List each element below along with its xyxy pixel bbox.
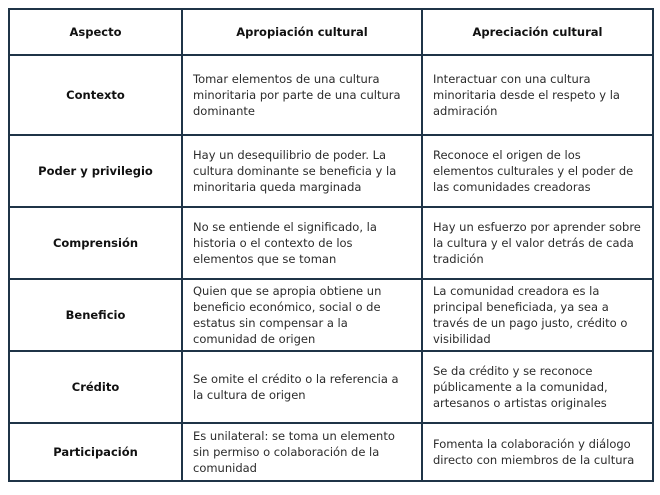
apropiacion-cell: No se entiende el significado, la historia o el contexto de los elementos que se toman — [182, 207, 422, 279]
comparison-table-container — [8, 8, 652, 482]
table-row — [9, 423, 653, 481]
table-row — [9, 207, 653, 279]
apreciacion-cell: Se da crédito y se reconoce públicamente a la comunidad, artesanos o artistas originales — [422, 351, 653, 423]
table-header-row — [9, 9, 653, 55]
comparison-table — [8, 8, 654, 482]
apropiacion-cell: Quien que se apropia obtiene un beneficio económico, social o de estatus sin compensar a la comunidad de origen — [182, 279, 422, 351]
aspect-cell: Crédito — [9, 351, 182, 423]
table-row — [9, 55, 653, 135]
apropiacion-cell: Se omite el crédito o la referencia a la cultura de origen — [182, 351, 422, 423]
apropiacion-cell: Tomar elementos de una cultura minoritaria por parte de una cultura dominante — [182, 55, 422, 135]
table-row — [9, 351, 653, 423]
apreciacion-cell: Reconoce el origen de los elementos culturales y el poder de las comunidades creadoras — [422, 135, 653, 207]
aspect-cell: Participación — [9, 423, 182, 481]
apreciacion-cell: Hay un esfuerzo por aprender sobre la cultura y el valor detrás de cada tradición — [422, 207, 653, 279]
table-row — [9, 279, 653, 351]
header-apropiacion: Apropiación cultural — [182, 9, 422, 55]
aspect-cell: Poder y privilegio — [9, 135, 182, 207]
apropiacion-cell: Hay un desequilibrio de poder. La cultura dominante se beneficia y la minoritaria queda marginada — [182, 135, 422, 207]
table-row — [9, 135, 653, 207]
apreciacion-cell: La comunidad creadora es la principal beneficiada, ya sea a través de un pago justo, crédito o visibilidad — [422, 279, 653, 351]
apropiacion-cell: Es unilateral: se toma un elemento sin permiso o colaboración de la comunidad — [182, 423, 422, 481]
header-apreciacion: Apreciación cultural — [422, 9, 653, 55]
apreciacion-cell: Interactuar con una cultura minoritaria desde el respeto y la admiración — [422, 55, 653, 135]
aspect-cell: Contexto — [9, 55, 182, 135]
header-aspecto: Aspecto — [9, 9, 182, 55]
aspect-cell: Comprensión — [9, 207, 182, 279]
apreciacion-cell: Fomenta la colaboración y diálogo directo con miembros de la cultura — [422, 423, 653, 481]
aspect-cell: Beneficio — [9, 279, 182, 351]
